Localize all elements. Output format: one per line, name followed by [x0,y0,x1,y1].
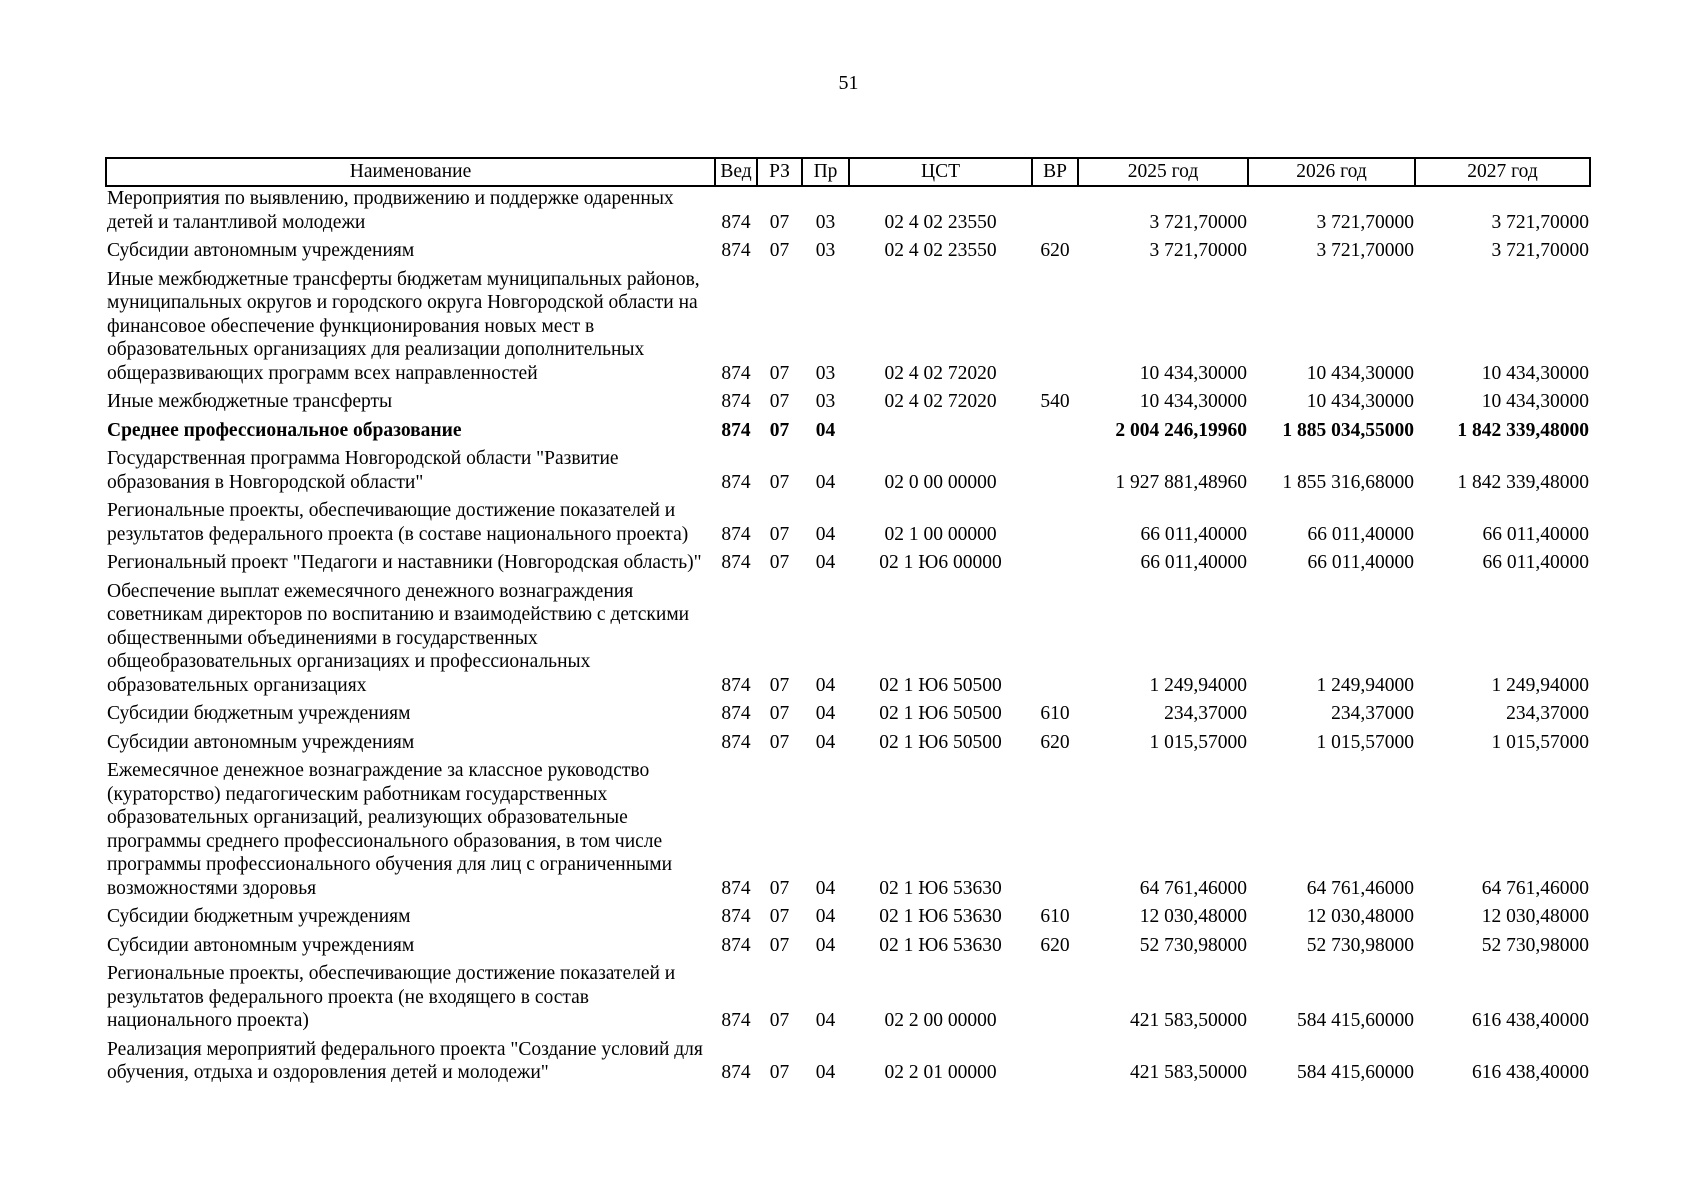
row-name: Государственная программа Новгородской области "Развитие образования в Новгородской области" [107,448,619,493]
row-value-2025: 421 583,50000 [1130,1010,1247,1031]
row-ved: 874 [721,674,751,696]
row-pr: 04 [815,1010,836,1031]
budget-table [105,157,1591,1090]
row-cst: 02 0 00 00000 [884,471,997,493]
header-vr: ВР [1032,158,1078,186]
row-name: Реализация мероприятий федерального проекта "Создание условий для обучения, отдыха и оздоровления детей и молодежи" [107,1038,703,1083]
row-value-2026: 1 885 034,55000 [1282,419,1414,441]
row-pr: 04 [815,471,836,493]
table-row [106,268,1590,391]
row-pr: 04 [815,419,836,441]
row-value-2027: 1 015,57000 [1491,731,1589,753]
table-row [106,186,1590,239]
row-rz: 07 [769,731,790,753]
row-value-2027: 3 721,70000 [1491,240,1589,261]
row-ved: 874 [721,934,751,956]
row-ved: 874 [721,419,751,441]
row-cst: 02 1 Ю6 53630 [879,877,1002,899]
row-name: Субсидии бюджетным учреждениям [107,703,411,724]
row-name: Региональные проекты, обеспечивающие достижение показателей и результатов федерального проекта (в составе национального проекта) [107,500,689,545]
row-value-2026: 12 030,48000 [1306,906,1414,927]
table-row [106,759,1590,905]
row-rz: 07 [769,523,790,545]
row-vr: 620 [1040,934,1070,956]
row-ved: 874 [721,471,751,493]
row-value-2025: 52 730,98000 [1139,934,1247,956]
row-cst: 02 4 02 72020 [884,362,997,384]
row-value-2025: 64 761,46000 [1139,877,1247,899]
row-value-2025: 234,37000 [1164,703,1247,724]
row-value-2026: 584 415,60000 [1297,1010,1414,1031]
row-value-2025: 12 030,48000 [1139,906,1247,927]
row-value-2027: 66 011,40000 [1482,552,1589,573]
row-cst: 02 2 01 00000 [884,1062,997,1083]
row-ved: 874 [721,240,751,261]
table-row [106,390,1590,419]
row-vr: 620 [1040,240,1070,261]
table-row [106,551,1590,580]
row-value-2027: 616 438,40000 [1472,1010,1589,1031]
header-name: Наименование [106,158,715,186]
row-value-2027: 234,37000 [1506,703,1589,724]
row-vr [1032,759,1078,905]
row-value-2026: 234,37000 [1331,703,1414,724]
row-cst: 02 1 Ю6 50500 [879,674,1002,696]
row-value-2025: 1 249,94000 [1149,674,1247,696]
row-value-2027: 1 842 339,48000 [1457,471,1589,493]
row-vr [1032,499,1078,551]
row-name: Региональные проекты, обеспечивающие достижение показателей и результатов федерального проекта (не входящего в состав национального проекта) [107,963,676,1031]
row-cst: 02 1 Ю6 00000 [879,552,1002,573]
table-row [106,934,1590,963]
row-value-2025: 10 434,30000 [1139,362,1247,384]
row-cst: 02 4 02 23550 [884,211,997,233]
row-rz: 07 [769,906,790,927]
row-rz: 07 [769,362,790,384]
row-pr: 04 [815,552,836,573]
table-row [106,731,1590,760]
row-vr [1032,447,1078,499]
row-value-2025: 66 011,40000 [1140,552,1247,573]
row-vr: 610 [1040,703,1070,724]
row-value-2026: 66 011,40000 [1307,552,1414,573]
row-value-2026: 584 415,60000 [1297,1062,1414,1083]
row-value-2025: 3 721,70000 [1149,240,1247,261]
row-value-2025: 2 004 246,19960 [1115,419,1247,441]
row-value-2025: 421 583,50000 [1130,1062,1247,1083]
row-pr: 03 [815,211,836,233]
row-value-2027: 12 030,48000 [1481,906,1589,927]
table-row [106,239,1590,268]
row-vr [1032,268,1078,391]
row-cst: 02 1 Ю6 53630 [879,906,1002,927]
row-pr: 03 [815,391,836,412]
row-value-2027: 66 011,40000 [1482,523,1589,545]
row-ved: 874 [721,877,751,899]
row-rz: 07 [769,1062,790,1083]
row-value-2026: 52 730,98000 [1306,934,1414,956]
table-row [106,1038,1590,1090]
row-name: Региональный проект "Педагоги и наставники (Новгородская область)" [107,552,702,573]
row-ved: 874 [721,1062,751,1083]
row-vr [1032,551,1078,580]
row-pr: 03 [815,240,836,261]
row-rz: 07 [769,240,790,261]
row-vr: 610 [1040,906,1070,927]
row-rz: 07 [769,471,790,493]
row-rz: 07 [769,419,790,441]
row-cst: 02 4 02 23550 [884,240,997,261]
table-row [106,419,1590,448]
row-pr: 04 [815,1062,836,1083]
row-name: Субсидии автономным учреждениям [107,934,415,956]
row-value-2026: 10 434,30000 [1306,391,1414,412]
row-value-2026: 10 434,30000 [1306,362,1414,384]
row-ved: 874 [721,731,751,753]
table-row [106,580,1590,703]
row-ved: 874 [721,523,751,545]
row-vr: 540 [1040,391,1070,412]
table-row [106,962,1590,1038]
row-name: Обеспечение выплат ежемесячного денежного вознаграждения советникам директоров по воспитанию и взаимодействию с детскими общественными объединениями в государственных общеобразовательных организациях и профессиональных образовательных организациях [107,580,690,696]
row-rz: 07 [769,391,790,412]
row-pr: 04 [815,703,836,724]
row-vr [1032,580,1078,703]
row-value-2026: 1 015,57000 [1316,731,1414,753]
row-name: Иные межбюджетные трансферты бюджетам муниципальных районов, муниципальных округов и городского округа Новгородской области на финансовое обеспечение функционирования новых мест в образовательных организациях для реализации дополнительных общеразвивающих программ всех направленностей [107,268,700,384]
row-cst: 02 2 00 00000 [884,1010,997,1031]
row-value-2027: 10 434,30000 [1481,391,1589,412]
row-value-2026: 3 721,70000 [1316,240,1414,261]
row-ved: 874 [721,552,751,573]
row-vr [1032,1038,1078,1090]
row-cst: 02 1 Ю6 50500 [879,703,1002,724]
row-value-2025: 1 015,57000 [1149,731,1247,753]
header-2025: 2025 год [1078,158,1248,186]
row-pr: 04 [815,731,836,753]
page-number: 51 [838,72,859,94]
row-name: Субсидии бюджетным учреждениям [107,906,411,927]
row-pr: 03 [815,362,836,384]
row-rz: 07 [769,1010,790,1031]
row-pr: 04 [815,523,836,545]
table-header-row [106,158,1590,186]
row-value-2027: 52 730,98000 [1481,934,1589,956]
row-rz: 07 [769,674,790,696]
row-ved: 874 [721,703,751,724]
row-rz: 07 [769,877,790,899]
header-ved: Вед [715,158,757,186]
row-value-2026: 3 721,70000 [1316,211,1414,233]
row-value-2025: 66 011,40000 [1140,523,1247,545]
row-value-2027: 10 434,30000 [1481,362,1589,384]
row-value-2026: 1 249,94000 [1316,674,1414,696]
row-ved: 874 [721,906,751,927]
row-value-2027: 3 721,70000 [1491,211,1589,233]
row-value-2026: 66 011,40000 [1307,523,1414,545]
row-value-2027: 1 842 339,48000 [1457,419,1589,441]
header-pr: Пр [802,158,849,186]
table-body [106,186,1590,1090]
row-pr: 04 [815,906,836,927]
row-rz: 07 [769,211,790,233]
row-rz: 07 [769,703,790,724]
row-cst: 02 1 Ю6 50500 [879,731,1002,753]
row-name: Субсидии автономным учреждениям [107,731,415,753]
row-rz: 07 [769,552,790,573]
row-value-2025: 10 434,30000 [1139,391,1247,412]
header-2027: 2027 год [1415,158,1590,186]
row-cst: 02 1 Ю6 53630 [879,934,1002,956]
row-vr [1032,419,1078,448]
row-pr: 04 [815,674,836,696]
table-row [106,905,1590,934]
row-vr [1032,962,1078,1038]
row-pr: 04 [815,934,836,956]
row-pr: 04 [815,877,836,899]
row-ved: 874 [721,211,751,233]
row-value-2027: 616 438,40000 [1472,1062,1589,1083]
row-vr [1032,186,1078,239]
header-cst: ЦСТ [849,158,1032,186]
row-value-2027: 64 761,46000 [1481,877,1589,899]
row-ved: 874 [721,362,751,384]
row-value-2026: 64 761,46000 [1306,877,1414,899]
table-row [106,702,1590,731]
header-rz: РЗ [757,158,802,186]
row-name: Мероприятия по выявлению, продвижению и поддержке одаренных детей и талантливой молодежи [107,188,674,233]
row-value-2025: 3 721,70000 [1149,211,1247,233]
table-row [106,499,1590,551]
row-value-2026: 1 855 316,68000 [1282,471,1414,493]
row-name: Ежемесячное денежное вознаграждение за классное руководство (кураторство) педагогическим работникам государственных образовательных организаций, реализующих образовательные программы среднего профессионального образования, в том числе программы профессионального обучения для лиц с ограниченными возможностями здоровья [107,760,673,899]
row-ved: 874 [721,391,751,412]
row-cst: 02 4 02 72020 [884,391,997,412]
row-ved: 874 [721,1010,751,1031]
row-cst: 02 1 00 00000 [884,523,997,545]
row-value-2027: 1 249,94000 [1491,674,1589,696]
header-2026: 2026 год [1248,158,1415,186]
row-cst [849,419,1032,448]
table-row [106,447,1590,499]
row-rz: 07 [769,934,790,956]
row-name: Иные межбюджетные трансферты [107,391,393,412]
row-value-2025: 1 927 881,48960 [1115,471,1247,493]
row-name: Среднее профессиональное образование [107,419,462,441]
row-name: Субсидии автономным учреждениям [107,240,415,261]
row-vr: 620 [1040,731,1070,753]
